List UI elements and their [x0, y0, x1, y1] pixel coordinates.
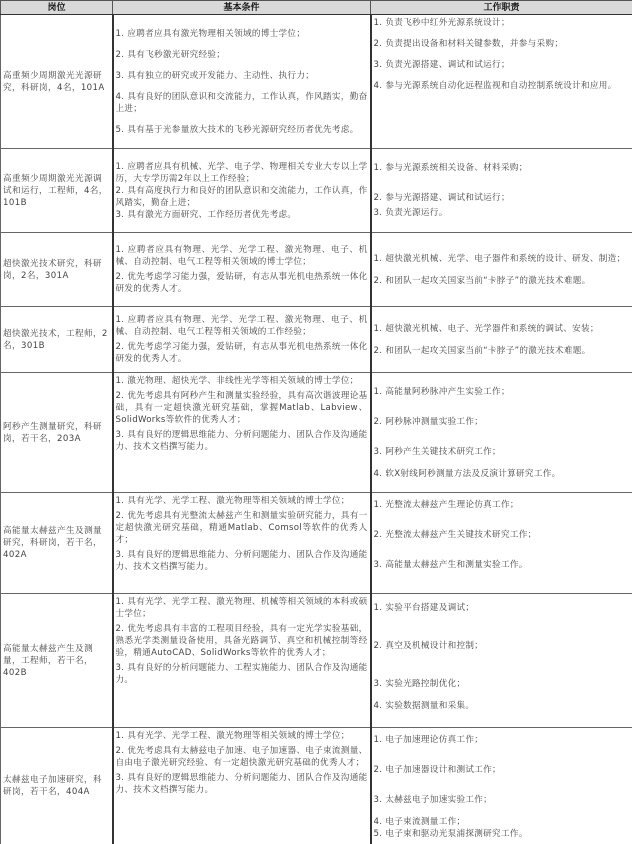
post-cell: 超快激光技术，工程师，2名，301B	[1, 307, 113, 373]
requirements-cell	[113, 493, 371, 594]
header-requirements: 基本条件	[113, 1, 371, 15]
requirements-cell	[113, 594, 371, 728]
post-cell: 太赫兹电子加速研究，科研岗，若干名，404A	[1, 728, 113, 844]
requirement-item: 2. 优先考虑学习能力强，爱钻研，有志从事光机电热系统一体化研发的优秀人才。	[115, 272, 368, 294]
requirement-item: 1. 应聘者应具有激光物理相关领域的博士学位；	[115, 28, 306, 39]
requirements-cell	[113, 728, 371, 844]
duties-cell	[371, 149, 632, 233]
requirements-cell	[113, 149, 371, 233]
duty-item: 4. 参与光源系统自动化远程监视和自动控制系统设计和应用。	[373, 81, 617, 91]
duties-cell	[371, 307, 632, 373]
duty-item: 4. 软X射线阿秒测量方法及反演计算研究工作。	[373, 468, 561, 479]
requirement-item: 2. 具有高度执行力和良好的团队意识和交流能力，工作认真，作风踏实，勤奋上进；	[115, 185, 368, 208]
post-cell: 高重频少周期激光光源调试和运行，工程师，4名，101B	[1, 149, 113, 233]
duty-item: 3. 负责光源搭建、调试和试运行；	[373, 60, 510, 70]
requirement-item: 1. 具有光学、光学工程、激光物理、机械等相关领域的本科或硕士学位；	[115, 597, 368, 619]
duties-cell	[371, 594, 632, 728]
duties-cell	[371, 373, 632, 493]
requirement-item: 3. 具有良好的逻辑思维能力、分析问题能力、团队合作及沟通能力、技术文档撰写能力。	[115, 430, 368, 452]
duty-item: 1. 电子加速理论仿真工作；	[373, 735, 484, 745]
table-row	[1, 307, 632, 373]
post-cell: 高能量太赫兹产生及测量研究，科研岗，若干名，402A	[1, 493, 113, 594]
requirement-item: 2. 优先考虑具有阿秒产生和测量实验经验，具有高次谐波理论基础，具有一定超快激光研究基础，掌握Matlab、Labview、SolidWorks等软件的优秀人才；	[115, 391, 368, 425]
duty-item: 1. 实验平台搭建及调试；	[373, 603, 475, 613]
duty-item: 2. 光整流太赫兹产生关键技术研究工作；	[373, 530, 537, 540]
duty-item: 3. 高能量太赫兹产生和测量实验工作。	[373, 560, 528, 570]
requirement-item: 1. 应聘者应具有物理、光学、光学工程、激光物理、电子、机械、自动控制、电气工程等相关领域的博士学位；	[115, 245, 368, 267]
requirement-item: 2. 优先考虑具有太赫兹电子加速、电子加速器、电子束流测量、自由电子激光研究经验、有一定超快激光研究基础的优秀人才；	[115, 746, 368, 768]
requirement-item: 2. 优先考虑具有丰富的工程项目经验，具有一定光学实验基础，熟悉光学类测量设备使用，具备光路调节、真空和机械控制等经验，精通AutoCAD、SolidWorks等软件的优秀人才；	[115, 624, 368, 658]
header-row	[1, 1, 632, 15]
duty-item: 1. 超快激光机械、电子、光学器件和系统的调试、安装；	[373, 323, 599, 334]
requirement-item: 2. 具有飞秒激光研究经验；	[115, 49, 226, 60]
duties-cell	[371, 233, 632, 307]
post-cell: 超快激光技术研究，科研岗，2名，301A	[1, 233, 113, 307]
duty-item: 2. 阿秒脉冲测量实验工作；	[373, 416, 484, 427]
duty-item: 2. 和团队一起攻关国家当前“卡脖子”的激光技术难题。	[373, 345, 591, 356]
requirement-item: 1. 激光物理、超快光学、非线性光学等相关领域的博士学位；	[115, 376, 359, 386]
duty-item: 1. 参与光源系统相关设备、材料采购；	[373, 163, 528, 173]
post-cell: 高能量太赫兹产生及测量，工程师，若干名，402B	[1, 594, 113, 728]
requirements-cell	[113, 307, 371, 373]
duty-item: 2. 负责提出设备和材料关键参数，并参与采购；	[373, 39, 564, 49]
requirements-cell	[113, 233, 371, 307]
table-row	[1, 233, 632, 307]
requirement-item: 3. 具有独立的研究或开发能力、主动性、执行力；	[115, 70, 315, 81]
duty-item: 4. 实验数据测量和采集。	[373, 701, 475, 711]
requirement-item: 1. 具有光学、光学工程、激光物理等相关领域的博士学位；	[115, 731, 350, 741]
duty-item: 3. 实验光路控制优化；	[373, 679, 466, 689]
duty-item: 1. 高能量阿秒脉冲产生实验工作；	[373, 386, 510, 397]
requirement-item: 5. 具有基于光参量放大技术的飞秒光源研究经历者优先考虑。	[115, 124, 359, 135]
post-cell: 高重频少周期激光光源研究，科研岗，4名，101A	[1, 15, 113, 149]
header-post: 岗位	[1, 1, 113, 15]
requirement-item: 1. 应聘者应具有机械、光学、电子学、物理相关专业大专以上学历，大专学历需2年以上工作经验；	[115, 161, 368, 184]
requirement-item: 1. 具有光学、光学工程、激光物理等相关领域的博士学位；	[115, 496, 350, 506]
duties-cell	[371, 15, 632, 149]
requirements-cell	[113, 15, 371, 149]
table-row	[1, 15, 632, 149]
duty-item: 2. 和团队一起攻关国家当前“卡脖子”的激光技术难题。	[373, 275, 591, 286]
duty-item: 3. 负责光源运行。	[373, 208, 448, 218]
requirement-item: 3. 具有良好的逻辑思维能力、分析问题能力、团队合作及沟通能力、技术文档撰写能力。	[115, 550, 368, 572]
table-row	[1, 149, 632, 233]
duty-item: 1. 超快激光机械、光学、电子器件和系统的设计、研发、制造；	[373, 253, 626, 264]
duties-cell	[371, 728, 632, 844]
requirement-item: 3. 具有激光方面研究、工作经历者优先考虑。	[115, 209, 297, 220]
duty-item: 1. 光整流太赫兹产生理论仿真工作；	[373, 500, 519, 510]
duty-item: 3. 太赫兹电子加速实验工作；	[373, 795, 493, 805]
duty-item: 2. 电子加速器设计和测试工作；	[373, 765, 501, 775]
table-row	[1, 728, 632, 844]
requirement-item: 3. 具有良好的逻辑思维能力、分析问题能力、团队合作及沟通能力、技术文档撰写能力。	[115, 773, 368, 795]
header-duties: 工作职责	[371, 1, 632, 15]
duty-item: 2. 真空及机械设计和控制；	[373, 641, 484, 651]
post-cell: 阿秒产生测量研究，科研岗，若干名，203A	[1, 373, 113, 493]
duties-cell	[371, 493, 632, 594]
duty-item: 4. 电子束流测量工作；	[373, 817, 466, 827]
table-row	[1, 373, 632, 493]
duty-item: 1. 负责飞秒中红外光源系统设计；	[373, 18, 510, 28]
table-row	[1, 493, 632, 594]
table-row	[1, 594, 632, 728]
requirements-cell	[113, 373, 371, 493]
requirement-item: 1. 应聘者应具有物理、光学、光学工程、激光物理、电子、机械、自动控制、电气工程等相关领域的工作经验；	[115, 315, 368, 337]
requirement-item: 2. 优先考虑具有光整流太赫兹产生和测量实验研究能力，具有一定超快激光研究基础，精通Matlab、Comsol等软件的优秀人才；	[115, 511, 368, 545]
duty-item: 3. 阿秒产生关键技术研究工作；	[373, 446, 501, 457]
requirement-item: 3. 具有良好的分析问题能力、工程实施能力、团队合作及沟通能力。	[115, 663, 368, 685]
duty-item: 5. 电子束和驱动光泵浦探测研究工作。	[373, 829, 528, 839]
requirement-item: 4. 具有良好的团队意识和交流能力，工作认真，作风踏实，勤奋上进；	[115, 91, 368, 114]
duty-item: 2. 参与光源搭建、调试和试运行；	[373, 193, 510, 203]
requirement-item: 2. 优先考虑学习能力强，爱钻研，有志从事光机电热系统一体化研发的优秀人才。	[115, 342, 368, 364]
